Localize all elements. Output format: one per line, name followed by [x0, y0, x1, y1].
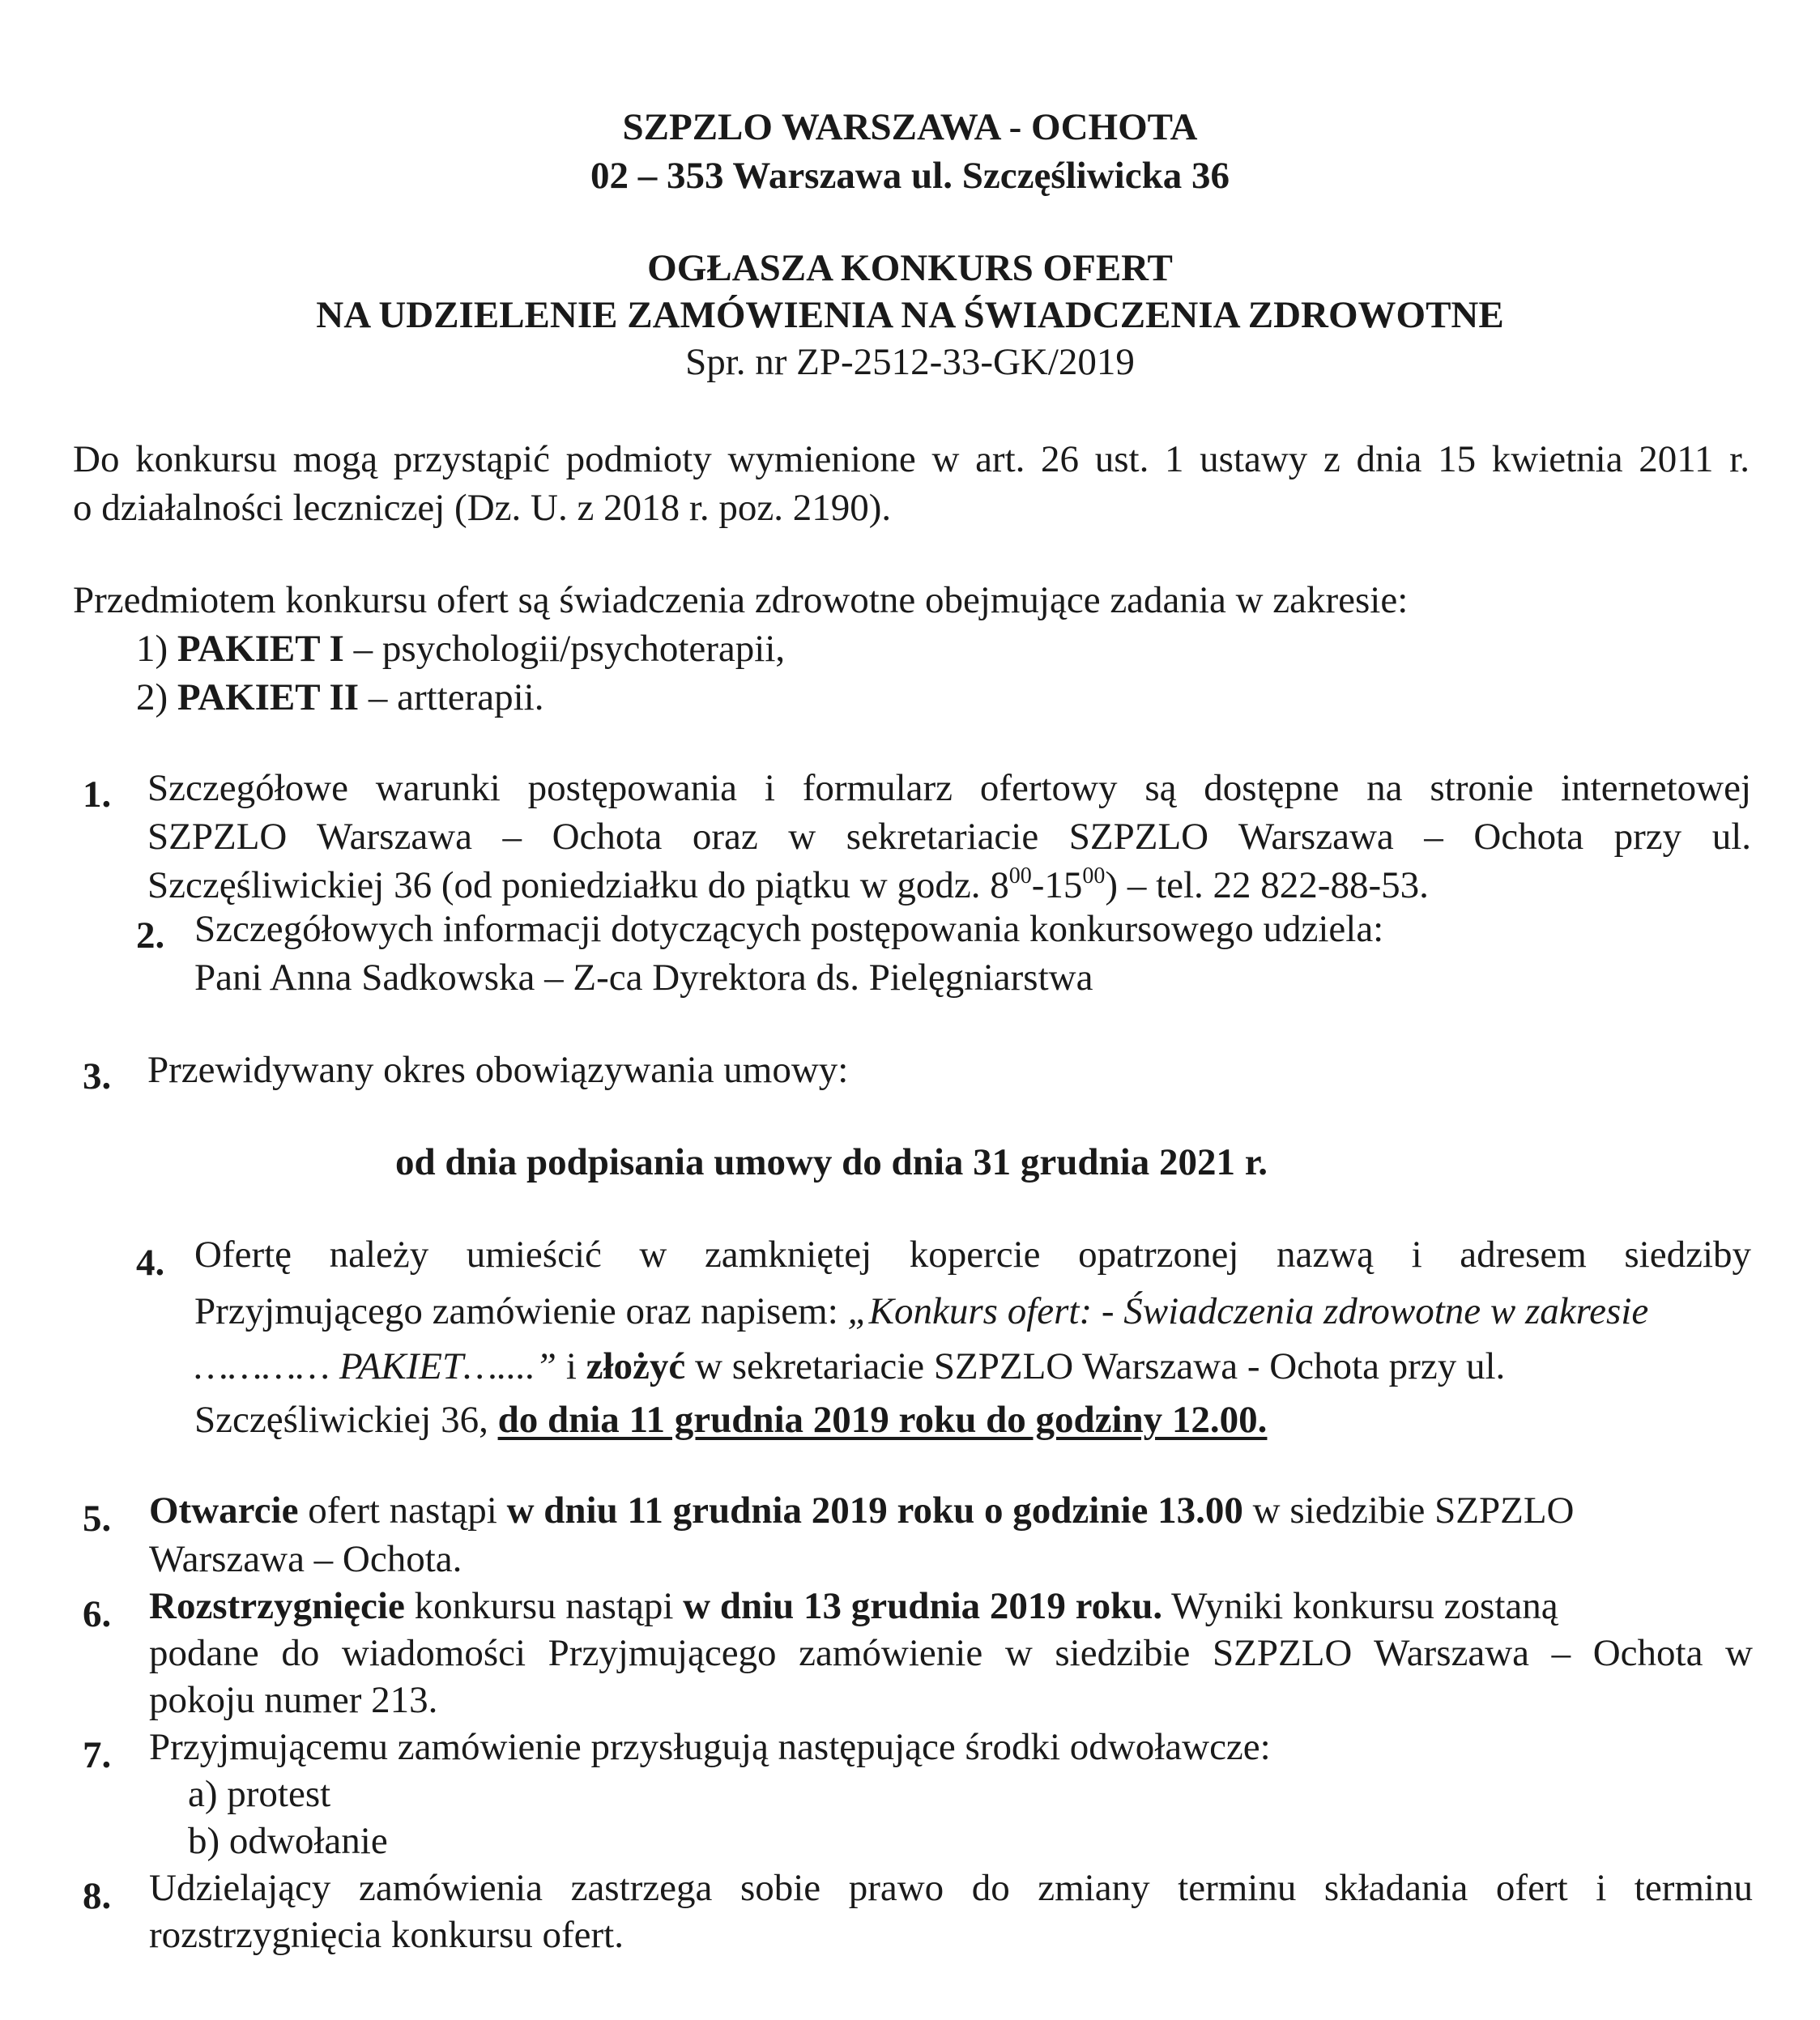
point-1-number: 1.: [83, 773, 112, 816]
point-6-text: Wyniki konkursu zostaną: [1162, 1585, 1558, 1627]
org-name: SZPZLO WARSZAWA - OCHOTA: [622, 106, 1198, 148]
point-5-line-1: [149, 1487, 1574, 1535]
point-6-line-2: podane do wiadomości Przyjmującego zamówienie w siedzibie SZPZLO Warszawa – Ochota w: [149, 1632, 1753, 1674]
subject-item-marker: 2): [136, 676, 168, 718]
point-3-period: od dnia podpisania umowy do dnia 31 grudnia 2021 r.: [395, 1141, 1268, 1183]
point-6-line-1: [149, 1583, 1558, 1630]
org-address: 02 – 353 Warszawa ul. Szczęśliwicka 36: [590, 155, 1230, 197]
point-8-number: 8.: [83, 1875, 112, 1917]
subject-item-desc: – psychologii/psychoterapii,: [343, 628, 786, 670]
point-3-line-1: Przewidywany okres obowiązywania umowy:: [147, 1049, 849, 1091]
point-1-hours-sup: 00: [1082, 863, 1106, 889]
point-4-line-1: Ofertę należy umieścić w zamkniętej kopercie opatrzonej nazwą i adresem siedziby: [194, 1234, 1751, 1276]
subject-item: [136, 625, 785, 673]
subject-lead: Przedmiotem konkursu ofert są świadczenia zdrowotne obejmujące zadania w zakresie:: [73, 579, 1409, 621]
point-1-hours-text: Szczęśliwickiej 36 (od poniedziałku do piątku w godz. 8: [147, 864, 1009, 906]
point-7-item-text: odwołanie: [228, 1820, 388, 1862]
subject-item-name: PAKIET I: [177, 628, 344, 670]
point-8-line-2: rozstrzygnięcia konkursu ofert.: [149, 1914, 624, 1956]
point-1-line-2: SZPZLO Warszawa – Ochota oraz w sekretariacie SZPZLO Warszawa – Ochota przy ul.: [147, 816, 1751, 858]
point-4-text: Szczęśliwickiej 36,: [194, 1399, 498, 1441]
point-5-text: w siedzibie SZPZLO: [1242, 1489, 1575, 1532]
point-1-phone: ) – tel. 22 822-88-53.: [1105, 864, 1429, 906]
announce-subtitle: NA UDZIELENIE ZAMÓWIENIA NA ŚWIADCZENIA ZDROWOTNE: [316, 294, 1504, 336]
point-7-item-marker: a): [188, 1773, 218, 1815]
point-5-line-2: Warszawa – Ochota.: [149, 1538, 462, 1580]
point-7-item: [188, 1818, 388, 1865]
point-2-line-1: Szczegółowych informacji dotyczących postępowania konkursowego udziela:: [194, 908, 1384, 950]
subject-item-desc: – artterapii.: [359, 676, 544, 718]
subject-item-marker: 1): [136, 628, 168, 670]
point-2-line-2: Pani Anna Sadkowska – Z-ca Dyrektora ds. Pielęgniarstwa: [194, 957, 1093, 999]
subject-item: [136, 674, 543, 722]
point-4-text: w sekretariacie SZPZLO Warszawa - Ochota przy ul.: [685, 1345, 1506, 1387]
point-4-text: i: [556, 1345, 586, 1387]
announce-title: OGŁASZA KONKURS OFERT: [647, 247, 1173, 289]
point-7-item-marker: b): [188, 1820, 220, 1862]
point-1-line-3: [147, 862, 1429, 910]
intro-line-1: Do konkursu mogą przystąpić podmioty wymienione w art. 26 ust. 1 ustawy z dnia 15 kwietnia 2011 r.: [73, 438, 1750, 480]
point-5-date: w dniu 11 grudnia 2019 roku o godzinie 13.00: [506, 1489, 1243, 1532]
point-4-label-italic: „Konkurs ofert: - Świadczenia zdrowotne w zakresie: [847, 1290, 1649, 1332]
point-1-hours-text: -15: [1031, 864, 1083, 906]
point-3-number: 3.: [83, 1055, 112, 1097]
point-6-date: w dniu 13 grudnia 2019 roku.: [683, 1585, 1163, 1627]
point-8-line-1: Udzielający zamówienia zastrzega sobie prawo do zmiany terminu składania ofert i terminu: [149, 1867, 1753, 1909]
point-5-opening-word: Otwarcie: [149, 1489, 299, 1532]
point-4-line-4: [194, 1396, 1267, 1444]
point-6-text: konkursu nastąpi: [404, 1585, 684, 1627]
point-6-resolution-word: Rozstrzygnięcie: [149, 1585, 405, 1627]
point-4-deadline: do dnia 11 grudnia 2019 roku do godziny 12.00.: [497, 1399, 1268, 1441]
point-5-number: 5.: [83, 1498, 112, 1540]
point-4-number: 4.: [136, 1242, 165, 1284]
point-4-submit-word: złożyć: [586, 1345, 686, 1387]
point-4-text: Przyjmującego zamówienie oraz napisem:: [194, 1290, 848, 1332]
point-6-line-3: pokoju numer 213.: [149, 1679, 438, 1721]
point-6-number: 6.: [83, 1593, 112, 1635]
point-7-item-text: protest: [227, 1773, 331, 1815]
point-7-line-1: Przyjmującemu zamówienie przysługują następujące środki odwoławcze:: [149, 1726, 1271, 1768]
point-1-line-1: Szczegółowe warunki postępowania i formularz ofertowy są dostępne na stronie internetowej: [147, 767, 1751, 809]
point-4-line-2: [194, 1288, 1648, 1336]
point-5-text: ofert nastąpi: [298, 1489, 507, 1532]
point-2-number: 2.: [136, 914, 165, 957]
intro-line-2: o działalności leczniczej (Dz. U. z 2018 r. poz. 2190).: [73, 487, 892, 529]
subject-item-name: PAKIET II: [177, 676, 360, 718]
point-4-label-italic: ………… PAKIET…....”: [194, 1345, 557, 1387]
point-7-number: 7.: [83, 1734, 112, 1776]
point-1-hours-sup: 00: [1008, 863, 1032, 889]
point-4-line-3: [194, 1343, 1505, 1391]
case-number: Spr. nr ZP-2512-33-GK/2019: [685, 341, 1135, 383]
point-7-item: [188, 1771, 330, 1818]
